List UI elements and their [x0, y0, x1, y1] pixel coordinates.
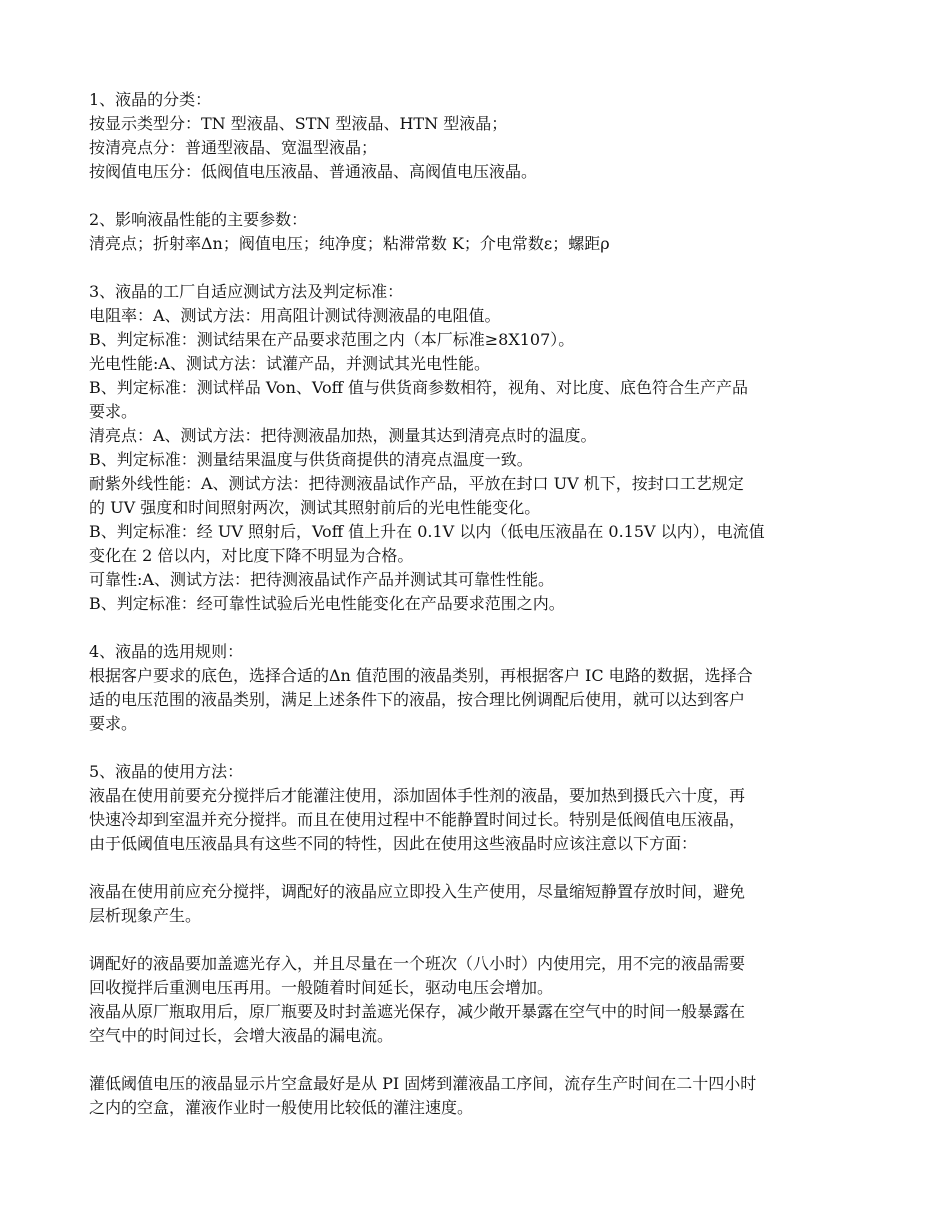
paragraph-gap	[89, 616, 869, 640]
text-line: B、判定标准：经可靠性试验后光电性能变化在产品要求范围之内。	[89, 594, 565, 613]
paragraph-gap	[89, 928, 869, 952]
paragraph-gap	[89, 736, 869, 760]
text-line: 液晶在使用前要充分搅拌后才能灌注使用，添加固体手性剂的液晶，要加热到摄氏六十度，再	[89, 786, 746, 805]
text-line: 清亮点：A、测试方法：把待测液晶加热，测量其达到清亮点时的温度。	[89, 426, 597, 445]
heading-parameters: 2、影响液晶性能的主要参数：	[89, 210, 308, 229]
text-line: 光电性能:A、测试方法：试灌产品，并测试其光电性能。	[89, 354, 490, 373]
text-line: 按清亮点分：普通型液晶、宽温型液晶；	[89, 138, 378, 157]
text-line: 液晶从原厂瓶取用后，原厂瓶要及时封盖遮光保存，减少敞开暴露在空气中的时间一般暴露在	[89, 1002, 746, 1021]
paragraph-gap	[89, 1048, 869, 1072]
text-line: 清亮点；折射率Δn；阀值电压；纯净度；粘滞常数 K；介电常数ε；螺距ρ	[89, 234, 610, 253]
document-body	[89, 88, 869, 1120]
text-line: 根据客户要求的底色，选择合适的Δn 值范围的液晶类别，再根据客户 IC 电路的数据，选择合	[89, 666, 753, 685]
text-line: 之内的空盒，灌液作业时一般使用比较低的灌注速度。	[89, 1098, 474, 1117]
text-line: B、判定标准：经 UV 照射后，Voff 值上升在 0.1V 以内（低电压液晶在 0.15V 以内），电流值	[89, 522, 765, 541]
text-line: B、判定标准：测试样品 Von、Voff 值与供货商参数相符，视角、对比度、底色符合生产产品	[89, 378, 749, 397]
paragraph-gap	[89, 256, 869, 280]
text-line: 按显示类型分：TN 型液晶、STN 型液晶、HTN 型液晶；	[89, 114, 508, 133]
text-line: 按阀值电压分：低阀值电压液晶、普通液晶、高阀值电压液晶。	[89, 162, 538, 181]
text-line: 变化在 2 倍以内，对比度下降不明显为合格。	[89, 546, 414, 565]
paragraph-gap	[89, 856, 869, 880]
text-line: 要求。	[89, 402, 138, 421]
text-line: 耐紫外线性能：A、测试方法：把待测液晶试作产品，平放在封口 UV 机下，按封口工艺规定	[89, 474, 744, 493]
text-line: B、判定标准：测量结果温度与供货商提供的清亮点温度一致。	[89, 450, 533, 469]
paragraph-gap	[89, 184, 869, 208]
text-line: 回收搅拌后重测电压再用。一般随着时间延长，驱动电压会增加。	[89, 978, 554, 997]
text-line: B、判定标准：测试结果在产品要求范围之内（本厂标准≥8X107）。	[89, 330, 575, 349]
text-line: 液晶在使用前应充分搅拌，调配好的液晶应立即投入生产使用，尽量缩短静置存放时间，避免	[89, 882, 746, 901]
text-line: 快速冷却到室温并充分搅拌。而且在使用过程中不能静置时间过长。特别是低阀值电压液晶，	[89, 810, 746, 829]
text-line: 适的电压范围的液晶类别，满足上述条件下的液晶，按合理比例调配后使用，就可以达到客户	[89, 690, 746, 709]
text-line: 调配好的液晶要加盖遮光存入，并且尽量在一个班次（八小时）内使用完，用不完的液晶需要	[89, 954, 746, 973]
heading-usage: 5、液晶的使用方法：	[89, 762, 244, 781]
text-line: 可靠性:A、测试方法：把待测液晶试作产品并测试其可靠性性能。	[89, 570, 554, 589]
text-line: 要求。	[89, 714, 138, 733]
text-line: 的 UV 强度和时间照射两次，测试其照射前后的光电性能变化。	[89, 498, 541, 517]
heading-testing: 3、液晶的工厂自适应测试方法及判定标准：	[89, 282, 404, 301]
text-line: 层析现象产生。	[89, 906, 202, 925]
text-line: 由于低阈值电压液晶具有这些不同的特性，因此在使用这些液晶时应该注意以下方面：	[89, 834, 698, 853]
heading-selection-rules: 4、液晶的选用规则：	[89, 642, 244, 661]
text-line: 电阻率：A、测试方法：用高阻计测试待测液晶的电阻值。	[89, 306, 501, 325]
text-line: 灌低阈值电压的液晶显示片空盒最好是从 PI 固烤到灌液晶工序间，流存生产时间在二十四小时	[89, 1074, 757, 1093]
text-line: 空气中的时间过长，会增大液晶的漏电流。	[89, 1026, 394, 1045]
heading-classification: 1、液晶的分类：	[89, 90, 212, 109]
